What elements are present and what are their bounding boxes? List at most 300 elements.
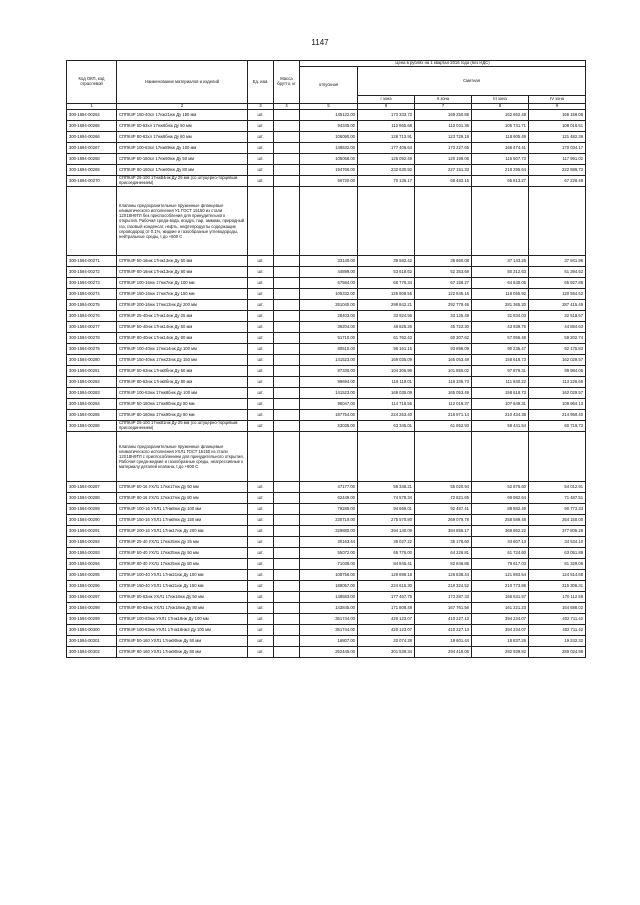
item-unit: шт. bbox=[248, 399, 274, 410]
item-zone1-price: 394 140.09 bbox=[358, 526, 415, 537]
table-row bbox=[67, 165, 586, 176]
item-zone2-price: 218 971.14 bbox=[415, 410, 472, 421]
item-code: 300-1594-00282 bbox=[67, 377, 117, 388]
item-zone1-price: 420 123.07 bbox=[358, 614, 415, 625]
item-mass bbox=[274, 603, 300, 614]
item-code: 300-1594-00287 bbox=[67, 482, 117, 493]
item-unit: шт. bbox=[248, 333, 274, 344]
item-zone1-price: 171 808.48 bbox=[358, 603, 415, 614]
item-release-price: 33140.00 bbox=[300, 256, 358, 267]
item-mass bbox=[274, 267, 300, 278]
item-name: СППК4Р 200-16 УХЛ1 17нж17нж Ду 200 мм bbox=[117, 526, 248, 537]
header-zone4: IV зона bbox=[529, 96, 586, 104]
item-zone1-price: 33 924.56 bbox=[358, 311, 415, 322]
item-zone4-price: 90 773.33 bbox=[529, 504, 586, 515]
item-code: 300-1594-00280 bbox=[67, 355, 117, 366]
section-code-cell bbox=[67, 432, 117, 482]
item-release-price: 96047.00 bbox=[300, 399, 358, 410]
section-title: Клапаны предохранительные пружинные фланцевые климатического исполнения УХЛ1 ГОСТ 15150 из стали 12Х18Н9ТЛ с приспособлением для принудительного открытия. Рабочая среда-жидкие и газообразные среды, неагрессивные к материалу деталей клапана, t до +600 С bbox=[117, 432, 248, 482]
item-mass bbox=[274, 256, 300, 267]
item-zone2-price: 61 852.93 bbox=[415, 421, 472, 432]
item-zone3-price: 59 441.54 bbox=[472, 421, 529, 432]
item-zone4-price: 59 202.74 bbox=[529, 333, 586, 344]
item-zone3-price: 61 724.60 bbox=[472, 548, 529, 559]
item-zone3-price: 158 618.73 bbox=[472, 355, 529, 366]
section-zone1-cell bbox=[358, 432, 415, 482]
item-code: 300-1594-00279 bbox=[67, 344, 117, 355]
item-zone1-price: 129 898.18 bbox=[358, 570, 415, 581]
item-zone4-price: 54 012.91 bbox=[529, 482, 586, 493]
table-row bbox=[67, 559, 586, 570]
item-name: СППК4Р 50-40 УХЛ1 17нж25нж Ду 50 мм bbox=[117, 548, 248, 559]
item-zone2-price: 60 307.62 bbox=[415, 333, 472, 344]
item-unit: шт. bbox=[248, 267, 274, 278]
item-zone2-price: 167 761.56 bbox=[415, 603, 472, 614]
item-zone2-price: 92 487.41 bbox=[415, 504, 472, 515]
section-unit-cell bbox=[248, 432, 274, 482]
item-unit: шт. bbox=[248, 110, 274, 121]
column-number: 5 bbox=[300, 104, 358, 110]
item-release-price: 99694.00 bbox=[300, 377, 358, 388]
item-name: СППК4Р 50-16 УХЛ1 17нж17нж Ду 50 мм bbox=[117, 482, 248, 493]
item-zone2-price: 122 845.16 bbox=[415, 289, 472, 300]
item-unit: шт. bbox=[248, 132, 274, 143]
column-number: 4 bbox=[274, 104, 300, 110]
table-row bbox=[67, 636, 586, 647]
header-zone1: I зона bbox=[358, 96, 415, 104]
item-release-price: 79285.00 bbox=[300, 504, 358, 515]
item-zone2-price: 292 779.46 bbox=[415, 300, 472, 311]
item-unit: шт. bbox=[248, 256, 274, 267]
column-number: 7 bbox=[415, 104, 472, 110]
item-code: 300-1594-00289 bbox=[67, 504, 117, 515]
item-zone2-price: 173 227.65 bbox=[415, 143, 472, 154]
item-code: 300-1594-00292 bbox=[67, 537, 117, 548]
item-mass bbox=[274, 176, 300, 187]
item-unit: шт. bbox=[248, 592, 274, 603]
item-mass bbox=[274, 132, 300, 143]
item-unit: шт. bbox=[248, 570, 274, 581]
item-zone1-price: 36 027.22 bbox=[358, 537, 415, 548]
item-name: СППК4Р 100-63хл 17нж89нж Ду 100 мм bbox=[117, 143, 248, 154]
item-name: СППК4Р 50-160 УХЛ1 17нж90нж Ду 50 мм bbox=[117, 636, 248, 647]
header-release: отпускная bbox=[300, 66, 358, 103]
item-zone4-price: 215 306.31 bbox=[529, 581, 586, 592]
item-zone3-price: 111 840.22 bbox=[472, 377, 529, 388]
item-release-price: 80510.00 bbox=[300, 344, 358, 355]
header-zone3: III зона bbox=[472, 96, 529, 104]
item-unit: шт. bbox=[248, 526, 274, 537]
item-zone2-price: 52 353.69 bbox=[415, 267, 472, 278]
item-unit: шт. bbox=[248, 581, 274, 592]
item-unit: шт. bbox=[248, 143, 274, 154]
item-zone2-price: 173 287.33 bbox=[415, 592, 472, 603]
item-zone3-price: 33 807.13 bbox=[472, 537, 529, 548]
table-row bbox=[67, 176, 586, 187]
item-code: 300-1594-00301 bbox=[67, 636, 117, 647]
table-row bbox=[67, 344, 586, 355]
item-code: 300-1594-00275 bbox=[67, 300, 117, 311]
item-zone1-price: 119 119.01 bbox=[358, 377, 415, 388]
item-release-price: 55072.00 bbox=[300, 548, 358, 559]
table-row bbox=[67, 322, 586, 333]
item-zone4-price: 120 594.52 bbox=[529, 289, 586, 300]
item-zone3-price: 79 617.03 bbox=[472, 559, 529, 570]
table-row bbox=[67, 537, 586, 548]
item-mass bbox=[274, 559, 300, 570]
item-release-price: 56720.00 bbox=[300, 176, 358, 187]
item-code: 300-1694-00266 bbox=[67, 132, 117, 143]
item-name: СППК4Р 150-40 УХЛ1 17нж21нж Ду 150 мм bbox=[117, 581, 248, 592]
item-name: СППК4Р 80-40 УХЛ1 17нж25нж Ду 80 мм bbox=[117, 559, 248, 570]
item-zone3-price: 97 879.31 bbox=[472, 366, 529, 377]
item-zone4-price: 377 805.28 bbox=[529, 526, 586, 537]
item-code: 300-1594-00286 bbox=[67, 421, 117, 432]
table-row bbox=[67, 399, 586, 410]
item-unit: шт. bbox=[248, 504, 274, 515]
item-zone2-price: 120 199.06 bbox=[415, 154, 472, 165]
item-code: 300-1594-00274 bbox=[67, 289, 117, 300]
item-unit: шт. bbox=[248, 355, 274, 366]
table-row bbox=[67, 548, 586, 559]
column-number: 1 bbox=[67, 104, 117, 110]
item-zone3-price: 210 434.38 bbox=[472, 410, 529, 421]
header-mass: Масса брутто, кг bbox=[274, 61, 300, 104]
item-zone3-price: 65 813.27 bbox=[472, 176, 529, 187]
item-zone1-price: 46 825.26 bbox=[358, 322, 415, 333]
item-zone1-price: 20 074.28 bbox=[358, 636, 415, 647]
item-mass bbox=[274, 366, 300, 377]
section-zone2-cell bbox=[415, 187, 472, 256]
table-row bbox=[67, 581, 586, 592]
item-name: СППК4Р 25-100 17нж81нж Ду 25 мм (со штуцерно-торцевым присоединением) bbox=[117, 421, 248, 432]
item-mass bbox=[274, 592, 300, 603]
item-zone3-price: 121 893.54 bbox=[472, 570, 529, 581]
item-unit: шт. bbox=[248, 322, 274, 333]
item-zone2-price: 55 020.94 bbox=[415, 482, 472, 493]
section-zone4-cell bbox=[529, 187, 586, 256]
item-name: СППК4Р 200-16нж 17нж13нж Ду 200 мм bbox=[117, 300, 248, 311]
item-mass bbox=[274, 399, 300, 410]
item-release-price: 47177.00 bbox=[300, 482, 358, 493]
item-mass bbox=[274, 278, 300, 289]
item-unit: шт. bbox=[248, 515, 274, 526]
item-unit: шт. bbox=[248, 289, 274, 300]
item-zone2-price: 410 227.13 bbox=[415, 625, 472, 636]
item-zone1-price: 177 467.75 bbox=[358, 592, 415, 603]
item-zone1-price: 169 035.09 bbox=[358, 355, 415, 366]
item-code: 300-1594-00299 bbox=[67, 614, 117, 625]
item-code: 300-1594-00271 bbox=[67, 256, 117, 267]
item-zone1-price: 125 808.55 bbox=[358, 289, 415, 300]
item-zone1-price: 169 035.09 bbox=[358, 388, 415, 399]
header-price-group: Цена в рублях на 1 квартал 2016 года (без НДС) bbox=[300, 61, 586, 67]
item-name: СППК4Р 50-40нж 17нж14нж Ду 50 мм bbox=[117, 322, 248, 333]
item-release-price: 194766.00 bbox=[300, 165, 358, 176]
item-unit: шт. bbox=[248, 154, 274, 165]
item-code: 300-1594-00291 bbox=[67, 526, 117, 537]
item-zone3-price: 158 618.73 bbox=[472, 388, 529, 399]
item-zone3-price: 50 312.63 bbox=[472, 267, 529, 278]
header-code: Код ОКП, код отраслевой bbox=[67, 61, 117, 104]
item-unit: шт. bbox=[248, 537, 274, 548]
item-code: 300-1694-00267 bbox=[67, 143, 117, 154]
item-unit: шт. bbox=[248, 559, 274, 570]
item-mass bbox=[274, 614, 300, 625]
item-unit: шт. bbox=[248, 388, 274, 399]
item-zone1-price: 173 333.73 bbox=[358, 110, 415, 121]
item-name: СППК4Р 80-160нж 17нж90нж Ду 80 мм bbox=[117, 410, 248, 421]
item-zone2-price: 165 053.49 bbox=[415, 355, 472, 366]
item-release-price: 143845.00 bbox=[300, 603, 358, 614]
table-row bbox=[67, 121, 586, 132]
table-row bbox=[67, 625, 586, 636]
item-name: СППК4Р 25-100 17нж84нж Ду 25 мм (со штуцерно-торцевым присоединением) bbox=[117, 176, 248, 187]
table-row bbox=[67, 410, 586, 421]
item-zone2-price: 227 151.33 bbox=[415, 165, 472, 176]
item-release-price: 145122.00 bbox=[300, 110, 358, 121]
column-number: 9 bbox=[529, 104, 586, 110]
item-release-price: 51710.00 bbox=[300, 333, 358, 344]
item-zone2-price: 116 335.73 bbox=[415, 377, 472, 388]
item-zone2-price: 38 650.08 bbox=[415, 256, 472, 267]
item-code: 300-1694-00270 bbox=[67, 176, 117, 187]
header-estimate: Сметная bbox=[358, 66, 586, 95]
table-row bbox=[67, 515, 586, 526]
item-name: СППК4Р 150-40хл 17нж21нж Ду 150 мм bbox=[117, 110, 248, 121]
table-row bbox=[67, 366, 586, 377]
item-zone2-price: 45 722.30 bbox=[415, 322, 472, 333]
table-row bbox=[67, 526, 586, 537]
item-zone3-price: 166 474.41 bbox=[472, 143, 529, 154]
item-mass bbox=[274, 548, 300, 559]
item-zone2-price: 384 856.17 bbox=[415, 526, 472, 537]
table-row bbox=[67, 143, 586, 154]
item-release-price: 57584.00 bbox=[300, 278, 358, 289]
item-zone4-price: 37 941.96 bbox=[529, 256, 586, 267]
item-code: 300-1594-00285 bbox=[67, 410, 117, 421]
table-row bbox=[67, 603, 586, 614]
item-code: 300-1594-00302 bbox=[67, 647, 117, 658]
item-zone3-price: 210 773.86 bbox=[472, 581, 529, 592]
item-mass bbox=[274, 537, 300, 548]
item-zone1-price: 275 570.80 bbox=[358, 515, 415, 526]
item-zone1-price: 53 618.62 bbox=[358, 267, 415, 278]
item-zone3-price: 52 875.60 bbox=[472, 482, 529, 493]
item-name: СППК4Р 50-16нж 17нж13нж Ду 50 мм bbox=[117, 256, 248, 267]
item-zone4-price: 32 518.57 bbox=[529, 311, 586, 322]
item-code: 300-1594-00298 bbox=[67, 603, 117, 614]
item-code: 300-1594-00283 bbox=[67, 388, 117, 399]
item-zone4-price: 34 534.10 bbox=[529, 537, 586, 548]
item-code: 300-1594-00293 bbox=[67, 548, 117, 559]
item-zone4-price: 117 991.02 bbox=[529, 154, 586, 165]
section-zone4-cell bbox=[529, 432, 586, 482]
item-name: СППК4Р 25-40 УХЛ1 17нж25нж Ду 25 мм bbox=[117, 537, 248, 548]
item-name: СППК4Р 100-63нж УХЛ1 17нж18нж2 Ду 100 мм bbox=[117, 625, 248, 636]
item-zone4-price: 170 034.17 bbox=[529, 143, 586, 154]
table-row bbox=[67, 355, 586, 366]
item-code: 300-1694-00268 bbox=[67, 154, 117, 165]
item-mass bbox=[274, 121, 300, 132]
item-name: СППК4Р 50-160нж 17нж90нж Ду 50 мм bbox=[117, 399, 248, 410]
item-name: СППК4Р 100-40нж 17нж14нж Ду 100 мм bbox=[117, 344, 248, 355]
item-unit: шт. bbox=[248, 377, 274, 388]
item-zone4-price: 67 228.48 bbox=[529, 176, 586, 187]
item-unit: шт. bbox=[248, 636, 274, 647]
item-zone2-price: 410 227.13 bbox=[415, 614, 472, 625]
item-zone1-price: 114 718.55 bbox=[358, 399, 415, 410]
item-zone2-price: 33 125.49 bbox=[415, 311, 472, 322]
item-mass bbox=[274, 410, 300, 421]
item-release-price: 39204.00 bbox=[300, 322, 358, 333]
item-code: 300-1594-00281 bbox=[67, 366, 117, 377]
item-name: СППК4Р 50-63хл 17нж6бнж Ду 50 мм bbox=[117, 121, 248, 132]
item-release-price: 251040.00 bbox=[300, 300, 358, 311]
item-zone3-price: 282 939.82 bbox=[472, 647, 529, 658]
item-zone3-price: 258 589.48 bbox=[472, 515, 529, 526]
page-number: 1147 bbox=[311, 38, 329, 47]
item-release-price: 94345.00 bbox=[300, 121, 358, 132]
section-mass-cell bbox=[274, 432, 300, 482]
item-name: СППК4Р 150-16нж 17нж7нж Ду 150 мм bbox=[117, 289, 248, 300]
item-zone3-price: 107 649.31 bbox=[472, 399, 529, 410]
item-code: 300-1694-00265 bbox=[67, 121, 117, 132]
item-release-price: 53035.00 bbox=[300, 421, 358, 432]
section-zone2-cell bbox=[415, 432, 472, 482]
item-zone3-price: 394 234.07 bbox=[472, 614, 529, 625]
item-zone4-price: 170 112.59 bbox=[529, 592, 586, 603]
table-row bbox=[67, 333, 586, 344]
item-release-price: 141523.00 bbox=[300, 355, 358, 366]
table-row bbox=[67, 300, 586, 311]
item-unit: шт. bbox=[248, 548, 274, 559]
header-name: Наименование материалов и изделий bbox=[117, 61, 248, 104]
item-zone3-price: 161 221.23 bbox=[472, 603, 529, 614]
item-release-price: 62449.00 bbox=[300, 493, 358, 504]
item-code: 300-1594-00297 bbox=[67, 592, 117, 603]
table-row bbox=[67, 278, 586, 289]
item-release-price: 188057.00 bbox=[300, 581, 358, 592]
item-unit: шт. bbox=[248, 311, 274, 322]
item-zone2-price: 101 850.02 bbox=[415, 366, 472, 377]
item-mass bbox=[274, 647, 300, 658]
item-name: СППК4Р 25-40нж 17нж14нж Ду 25 мм bbox=[117, 311, 248, 322]
item-zone2-price: 219 324.52 bbox=[415, 581, 472, 592]
item-mass bbox=[274, 515, 300, 526]
item-zone1-price: 104 306.96 bbox=[358, 366, 415, 377]
item-zone3-price: 369 862.22 bbox=[472, 526, 529, 537]
item-zone3-price: 281 365.20 bbox=[472, 300, 529, 311]
item-mass bbox=[274, 154, 300, 165]
item-zone2-price: 110 031.36 bbox=[415, 121, 472, 132]
item-zone1-price: 65 776.00 bbox=[358, 548, 415, 559]
item-code: 300-1594-00294 bbox=[67, 559, 117, 570]
item-release-price: 87330.00 bbox=[300, 366, 358, 377]
item-zone3-price: 88 882.49 bbox=[472, 504, 529, 515]
item-release-price: 106090.00 bbox=[300, 132, 358, 143]
item-zone3-price: 118 905.49 bbox=[472, 132, 529, 143]
item-zone4-price: 71 487.51 bbox=[529, 493, 586, 504]
item-unit: шт. bbox=[248, 176, 274, 187]
item-zone2-price: 67 158.27 bbox=[415, 278, 472, 289]
item-release-price: 187754.00 bbox=[300, 410, 358, 421]
item-zone2-price: 68 483.15 bbox=[415, 176, 472, 187]
item-zone3-price: 218 295.64 bbox=[472, 165, 529, 176]
item-zone4-price: 166 159.06 bbox=[529, 110, 586, 121]
item-zone3-price: 64 540.05 bbox=[472, 278, 529, 289]
table-row bbox=[67, 110, 586, 121]
item-code: 300-1594-00290 bbox=[67, 515, 117, 526]
item-release-price: 71038.00 bbox=[300, 559, 358, 570]
item-unit: шт. bbox=[248, 603, 274, 614]
item-zone1-price: 63 345.01 bbox=[358, 421, 415, 432]
item-zone2-price: 72 821.65 bbox=[415, 493, 472, 504]
item-zone2-price: 269 079.78 bbox=[415, 515, 472, 526]
table-body bbox=[67, 110, 586, 658]
item-mass bbox=[274, 625, 300, 636]
item-code: 300-1594-00300 bbox=[67, 625, 117, 636]
item-unit: шт. bbox=[248, 614, 274, 625]
item-zone4-price: 402 711.42 bbox=[529, 614, 586, 625]
item-zone3-price: 90 235.47 bbox=[472, 344, 529, 355]
item-unit: шт. bbox=[248, 421, 274, 432]
item-release-price: 108756.00 bbox=[300, 570, 358, 581]
item-release-price: 105332.00 bbox=[300, 289, 358, 300]
item-zone4-price: 289 024.98 bbox=[529, 647, 586, 658]
item-unit: шт. bbox=[248, 344, 274, 355]
item-release-price: 16807.00 bbox=[300, 636, 358, 647]
item-name: СППК4Р 150-40нж 17нж23нж Ду 150 мм bbox=[117, 355, 248, 366]
item-name: СППК4Р 100-63нж 17нж8бнж Ду 100 мм bbox=[117, 388, 248, 399]
item-release-price: 44899.00 bbox=[300, 267, 358, 278]
section-title: Клапаны предохранительные пружинные фланцевые климатического исполнения У1 ГОСТ 15150 из стали 12Х18Н9ТЛ без приспособления для принудительного открытия. Рабочая среда-вода, воздух, пар, аммиак, природный газ, газовый конденсат, нефть, нефтепродукты содержащие сероводород от 0.1%, жидкие и газообразные углеводороды, нейтральные среды, t до +600 С bbox=[117, 187, 248, 256]
table-row bbox=[67, 647, 586, 658]
item-zone1-price: 94 669.01 bbox=[358, 504, 415, 515]
section-unit-cell bbox=[248, 187, 274, 256]
item-mass bbox=[274, 289, 300, 300]
item-zone4-price: 214 959.40 bbox=[529, 410, 586, 421]
item-zone4-price: 164 688.02 bbox=[529, 603, 586, 614]
item-mass bbox=[274, 355, 300, 366]
item-name: СППК4Р 80-160 УХЛ1 17нж90нж Ду 80 мм bbox=[117, 647, 248, 658]
item-zone4-price: 108 016.51 bbox=[529, 121, 586, 132]
item-zone1-price: 301 539.34 bbox=[358, 647, 415, 658]
item-code: 300-1594-00284 bbox=[67, 399, 117, 410]
price-table bbox=[66, 60, 586, 658]
item-zone3-price: 166 531.57 bbox=[472, 592, 529, 603]
item-code: 300-1594-00272 bbox=[67, 267, 117, 278]
item-zone2-price: 35 178.60 bbox=[415, 537, 472, 548]
item-mass bbox=[274, 322, 300, 333]
item-zone1-price: 96 161.15 bbox=[358, 344, 415, 355]
item-name: СППК4Р 150-16 УХЛ1 17нж8нж Ду 150 мм bbox=[117, 515, 248, 526]
item-name: СППК4Р 80-63нж УХЛ1 17нж18нж Ду 80 мм bbox=[117, 603, 248, 614]
item-unit: шт. bbox=[248, 278, 274, 289]
section-zone3-cell bbox=[472, 187, 529, 256]
item-code: 300-1694-00264 bbox=[67, 110, 117, 121]
item-zone4-price: 109 964.13 bbox=[529, 399, 586, 410]
table-row bbox=[67, 377, 586, 388]
item-code: 300-1594-00278 bbox=[67, 333, 117, 344]
item-zone3-price: 57 956.48 bbox=[472, 333, 529, 344]
item-unit: шт. bbox=[248, 482, 274, 493]
item-zone1-price: 74 578.34 bbox=[358, 493, 415, 504]
table-row bbox=[67, 267, 586, 278]
item-name: СППК4Р 100-63нж УХЛ1 17нж18нж Ду 100 мм bbox=[117, 614, 248, 625]
item-zone4-price: 162 029.57 bbox=[529, 355, 586, 366]
item-zone3-price: 69 982.64 bbox=[472, 493, 529, 504]
